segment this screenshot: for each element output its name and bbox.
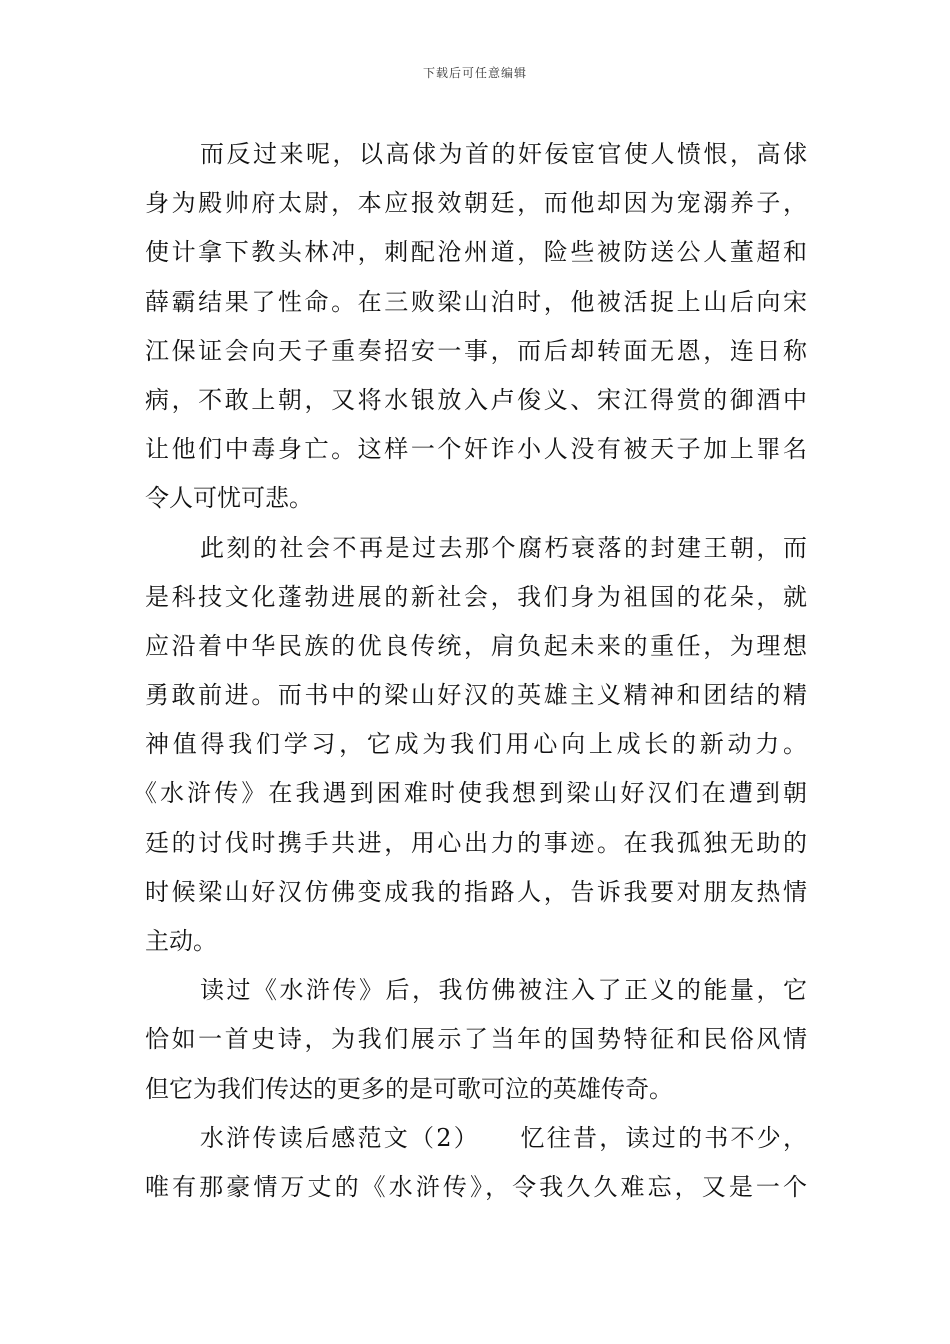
paragraph-3 bbox=[145, 966, 807, 1114]
text-line: 病，不敢上朝，又将水银放入卢俊义、宋江得赏的御酒中 bbox=[145, 385, 807, 414]
text-line: 神值得我们学习，它成为我们用心向上成长的新动力。 bbox=[145, 730, 807, 759]
text-line: 令人可忧可悲。 bbox=[145, 484, 313, 513]
text-line: 恰如一首史诗，为我们展示了当年的国势特征和民俗风情 bbox=[145, 1025, 807, 1054]
text-line: 时候梁山好汉仿佛变成我的指路人，告诉我要对朋友热情 bbox=[145, 877, 807, 906]
text-line: 此刻的社会不再是过去那个腐朽衰落的封建王朝，而 bbox=[200, 533, 807, 562]
text-line: 廷的讨伐时携手共进，用心出力的事迹。在我孤独无助的 bbox=[145, 828, 807, 857]
text-line: 是科技文化蓬勃进展的新社会，我们身为祖国的花朵，就 bbox=[145, 582, 807, 611]
text-line: 读过《水浒传》后，我仿佛被注入了正义的能量，它 bbox=[200, 976, 807, 1005]
text-line: 使计拿下教头林冲，刺配沧州道，险些被防送公人董超和 bbox=[145, 238, 807, 267]
text-line: 主动。 bbox=[145, 927, 217, 955]
text-line: 唯有那豪情万丈的《水浒传》，令我久久难忘，又是一个 bbox=[145, 1172, 807, 1201]
paragraph-2 bbox=[133, 524, 807, 967]
text-line: 《水浒传》在我遇到困难时使我想到梁山好汉们在遭到朝 bbox=[133, 779, 807, 808]
text-line: 但它为我们传达的更多的是可歌可泣的英雄传奇。 bbox=[145, 1074, 673, 1103]
text-line: 应沿着中华民族的优良传统，肩负起未来的重任，为理想 bbox=[145, 631, 807, 660]
page-header: 下载后可任意编辑 bbox=[422, 66, 527, 80]
paragraph-4 bbox=[145, 1114, 807, 1212]
text-line: 江保证会向天子重奏招安一事，而后却转面无恩，连日称 bbox=[145, 336, 807, 365]
paragraph-1 bbox=[145, 130, 807, 524]
text-line: 薛霸结果了性命。在三败梁山泊时，他被活捉上山后向宋 bbox=[145, 287, 807, 316]
text-line: 水浒传读后感范文（2） 忆往昔，读过的书不少， bbox=[200, 1123, 807, 1152]
text-line: 身为殿帅府太尉，本应报效朝廷，而他却因为宠溺养子， bbox=[145, 189, 807, 218]
text-line: 勇敢前进。而书中的梁山好汉的英雄主义精神和团结的精 bbox=[145, 681, 807, 710]
text-line: 让他们中毒身亡。这样一个奸诈小人没有被天子加上罪名 bbox=[145, 435, 807, 464]
document-body bbox=[133, 130, 807, 1212]
text-line: 而反过来呢，以高俅为首的奸佞宦官使人愤恨，高俅 bbox=[200, 140, 807, 168]
